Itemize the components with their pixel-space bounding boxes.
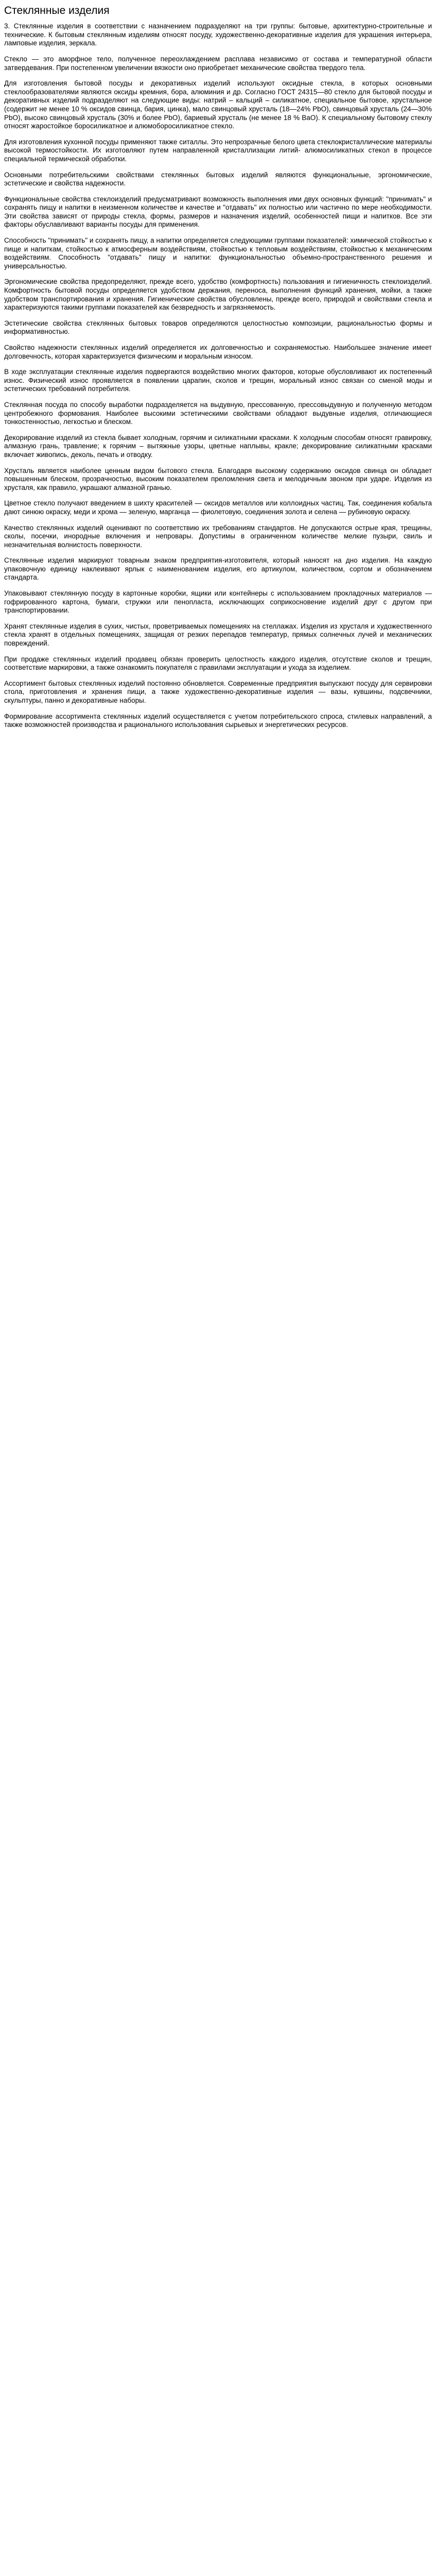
document-page: [0, 0, 436, 746]
paragraph: Эргономические свойства предопределяют, прежде всего, удобство (комфортность) пользования и гигиеничность стеклоизделий. Комфортность бытовой посуды определяется удобством держания, переноса, выполнения функций хранения, мойки, а также удобством транспортирования и хранения. Гигиенические свойства обусловлены, прежде всего, природой и свойствами стекла и характеризуются такими группами показателей как безвредность и загрязняемость.: [4, 278, 432, 312]
paragraph: В ходе эксплуатации стеклянные изделия подвергаются воздействию многих факторов, которые обусловливают их постепенный износ. Физический износ проявляется в появлении царапин, сколов и трещин, моральный износ связан со сменой моды и эстетических требований потребителя.: [4, 368, 432, 393]
paragraph: Стекло — это аморфное тело, полученное переохлаждением расплава независимо от состава и температурной области затвердевания. При постепенном увеличении вязкости оно приобретает механические свойства твердого тела.: [4, 55, 432, 72]
paragraph: Качество стеклянных изделий оценивают по соответствию их требованиям стандартов. Не допускаются острые края, трещины, сколы, посечки, инородные включения и непровары. Допустимы в ограниченном количестве мелкие пузыри, свиль и незначительная волнистость поверхности.: [4, 523, 432, 549]
paragraph: Стеклянная посуда по способу выработки подразделяется на выдувную, прессованную, прессовыдувную и полученную методом центробежного формования. Наиболее высокими эстетическими свойствами обладают выдувные изделия, отличающиеся тонкостенностью, легкостью и блеском.: [4, 400, 432, 426]
paragraph: Стеклянные изделия маркируют товарным знаком предприятия-изготовителя, который наносят на дно изделия. На каждую упаковочную единицу наклеивают ярлык с наименованием изделия, его артикулом, количеством, сортом и обозначением стандарта.: [4, 556, 432, 582]
article-body: [4, 22, 432, 730]
paragraph: Для изготовления кухонной посуды применяют также ситаллы. Это непрозрачные белого цвета стеклокристаллические материалы высокой термостойкости. Их изготовляют путем направленной кристаллизации литий- алюмосиликатных стекол в процессе специальной термической обработки.: [4, 138, 432, 163]
paragraph: Упаковывают стеклянную посуду в картонные коробки, ящики или контейнеры с использованием прокладочных материалов — гофрированного картона, бумаги, стружки или пенопласта, исключающих соприкосновение изделий друг с другом при транспортировании.: [4, 589, 432, 615]
paragraph: Для изготовления бытовой посуды и декоративных изделий используют оксидные стекла, в которых основными стеклообразователями являются оксиды кремния, бора, алюминия и др. Согласно ГОСТ 24315—80 стекло для бытовой посуды и декоративных изделий подразделяют на следующие виды: натрий – кальций – силикатное, специальное бытовое, хрустальное (содержит не менее 10 % оксидов свинца, бария, цинка), мало свинцовый хрусталь (18—24% PbO), свинцовый хрусталь (24—30% PbO), высоко свинцовый хрусталь (30% и более PbO), бариевый хрусталь (не менее 18 % BaO). К специальному бытовому стеклу относят жаростойкое боросиликатное и алюмоборосиликатное стекло.: [4, 79, 432, 130]
paragraph: При продаже стеклянных изделий продавец обязан проверить целостность каждого изделия, отсутствие сколов и трещин, соответствие маркировки, а также ознакомить покупателя с правилами эксплуатации и ухода за изделием.: [4, 655, 432, 672]
paragraph: Хранят стеклянные изделия в сухих, чистых, проветриваемых помещениях на стеллажах. Изделия из хрусталя и художественного стекла хранят в отдельных помещениях, защищая от резких перепадов температур, прямых солнечных лучей и механических повреждений.: [4, 622, 432, 648]
paragraph: Основными потребительскими свойствами стеклянных бытовых изделий являются функциональные, эргономические, эстетические и свойства надежности.: [4, 171, 432, 188]
page-title: Стеклянные изделия: [4, 5, 110, 16]
paragraph: 3. Стеклянные изделия в соответствии с назначением подразделяют на три группы: бытовые, архитектурно-строительные и технические. К бытовым стеклянным изделиям относят посуду, художественно-декоративные изделия для украшения интерьера, ламповые изделия, зеркала.: [4, 22, 432, 47]
paragraph: Цветное стекло получают введением в шихту красителей — оксидов металлов или коллоидных частиц. Так, соединения кобальта дают синюю окраску, меди и хрома — зеленую, марганца — фиолетовую, соединения золота и селена — рубиновую окраску.: [4, 499, 432, 516]
paragraph: Ассортимент бытовых стеклянных изделий постоянно обновляется. Современные предприятия выпускают посуду для сервировки стола, приготовления и хранения пищи, а также художественно-декоративные изделия — вазы, кувшины, подсвечники, скульптуры, панно и декоративные наборы.: [4, 679, 432, 704]
paragraph: Свойство надежности стеклянных изделий определяется их долговечностью и сохраняемостью. Наибольшее значение имеет долговечность, которая характеризуется физическим и моральным износом.: [4, 344, 432, 360]
paragraph: Декорирование изделий из стекла бывает холодным, горячим и силикатными красками. К холодным способам относят гравировку, алмазную грань, травление; к горячим – вытяжные узоры, цветные наплывы, кракле; декорирование силикатными красками включает живопись, деколь, печать и отводку.: [4, 433, 432, 459]
paragraph: Способность "принимать" и сохранять пищу, а напитки определяется следующими группами показателей: химической стойкостью к пище и напиткам, стойкостью к атмосферным воздействиям, стойкостью к тепловым воздействиям, стойкостью к механическим воздействиям. Способность "отдавать" пищу и напитки: функциональностью объемно-пространственного решения и универсальностью.: [4, 236, 432, 270]
paragraph: Хрусталь является наиболее ценным видом бытового стекла. Благодаря высокому содержанию оксидов свинца он обладает повышенным блеском, прозрачностью, высоким показателем преломления света и мелодичным звоном при ударе. Изделия из хрусталя, как правило, украшают алмазной гранью.: [4, 466, 432, 492]
paragraph: Эстетические свойства стеклянных бытовых товаров определяются целостностью композиции, рациональностью формы и информативностью.: [4, 319, 432, 336]
paragraph: Формирование ассортимента стеклянных изделий осуществляется с учетом потребительского спроса, стилевых направлений, а также возможностей производства и рационального использования сырьевых и энергетических ресурсов.: [4, 712, 432, 729]
paragraph: Функциональные свойства стеклоизделий предусматривают возможность выполнения ими двух основных функций: "принимать" и сохранять пищу и напитки в неизменном количестве и качестве и "отдавать" их полностью или частично по мере необходимости. Эти свойства зависят от природы стекла, формы, размеров и назначения изделий, особенностей пищи и напитков. Все эти факторы обуславливают варианты посуды для применения.: [4, 195, 432, 229]
